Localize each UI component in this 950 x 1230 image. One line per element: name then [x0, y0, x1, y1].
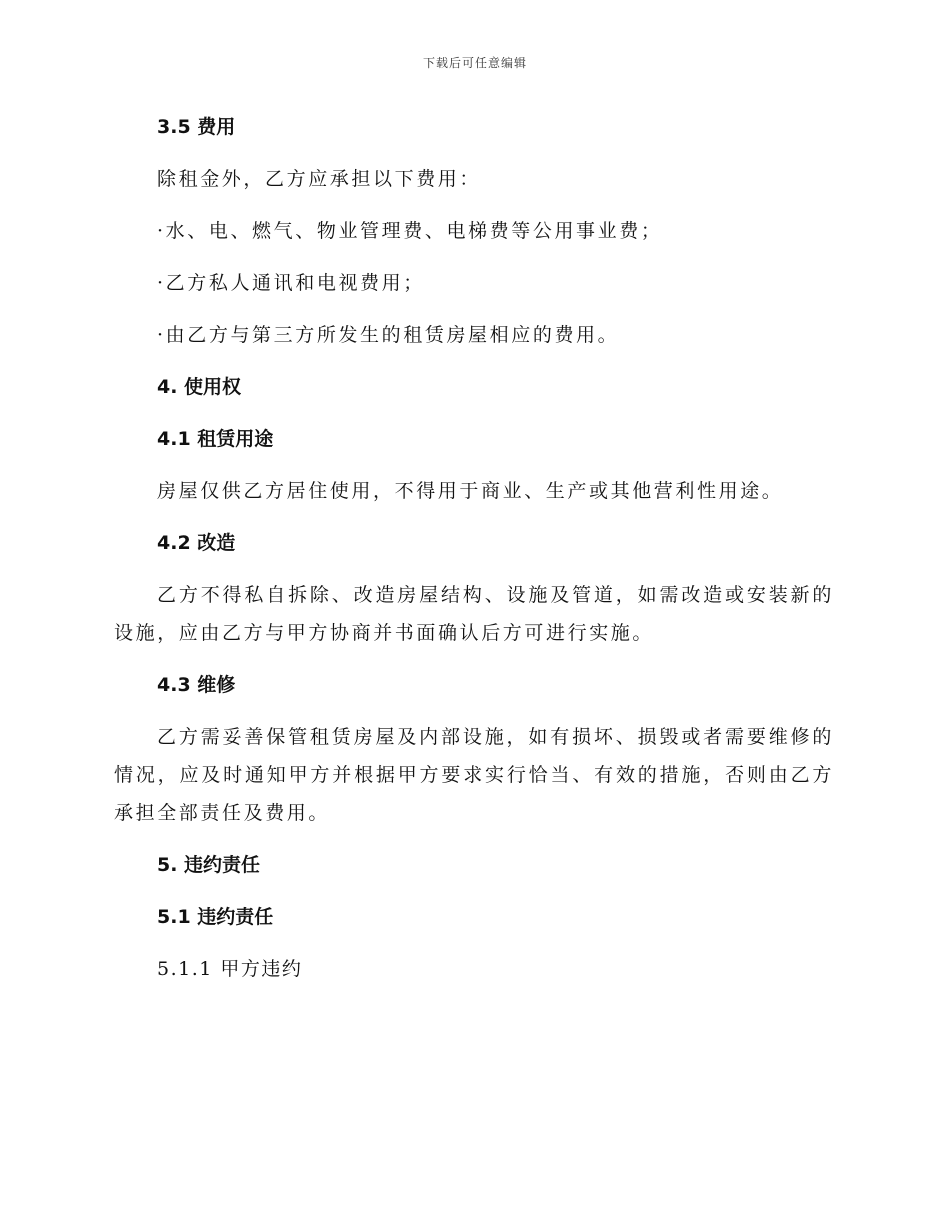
section-4-3-text: 乙方需妥善保管租赁房屋及内部设施，如有损坏、损毁或者需要维修的情况，应及时通知甲方并根据甲方要求实行恰当、有效的措施，否则由乙方承担全部责任及费用。	[114, 726, 834, 824]
section-4-1-heading: 4.1 租赁用途	[157, 428, 274, 450]
page-header: 下载后可任意编辑	[422, 56, 527, 70]
bullet-item: ·由乙方与第三方所发生的租赁房屋相应的费用。	[157, 324, 620, 346]
section-3-5-heading: 3.5 费用	[157, 116, 236, 138]
section-4-heading: 4. 使用权	[157, 376, 242, 398]
section-4-3-heading: 4.3 维修	[157, 674, 236, 696]
section-5-heading: 5. 违约责任	[157, 854, 261, 876]
section-5-1-heading: 5.1 违约责任	[157, 906, 274, 928]
bullet-item: ·水、电、燃气、物业管理费、电梯费等公用事业费；	[157, 220, 663, 242]
section-5-1-1-text: 5.1.1 甲方违约	[157, 958, 303, 980]
section-3-5-intro: 除租金外，乙方应承担以下费用：	[157, 168, 482, 190]
section-4-1-text: 房屋仅供乙方居住使用，不得用于商业、生产或其他营利性用途。	[157, 480, 784, 502]
section-4-2-text: 乙方不得私自拆除、改造房屋结构、设施及管道，如需改造或安装新的设施，应由乙方与甲方协商并书面确认后方可进行实施。	[114, 584, 834, 644]
bullet-item: ·乙方私人通讯和电视费用；	[157, 272, 425, 294]
document-body	[114, 108, 834, 988]
section-4-2-heading: 4.2 改造	[157, 532, 236, 554]
